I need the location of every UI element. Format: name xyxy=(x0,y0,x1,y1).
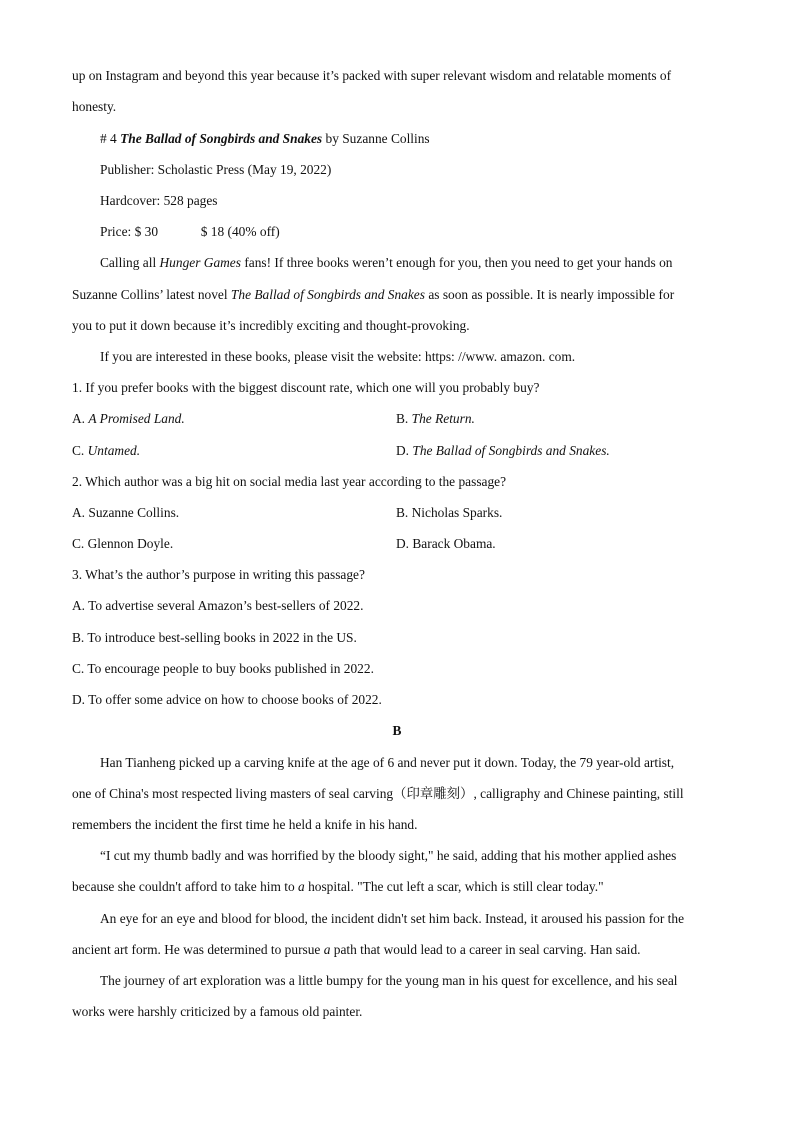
book4-price-sale: $ 18 (40% off) xyxy=(200,224,280,239)
passage-a-line: up on Instagram and beyond this year because it’s packed with super relevant wisdom and relatable moments of xyxy=(72,68,672,83)
option-letter: A. xyxy=(72,505,89,520)
line-text: ancient art form. He was determined to pursue xyxy=(72,942,324,957)
passage-b-line xyxy=(72,879,604,895)
option-letter: C. xyxy=(72,443,88,458)
passage-b-line xyxy=(72,942,641,958)
option-text: Glennon Doyle. xyxy=(87,536,174,551)
book4-author: by Suzanne Collins xyxy=(325,131,430,146)
book4-price-label: Price: $ 30 xyxy=(100,224,159,239)
option-a xyxy=(72,411,185,427)
passage-b-line: Han Tianheng picked up a carving knife at the age of 6 and never put it down. Today, the 79 year-old artist, xyxy=(100,755,675,770)
book4-desc-line: you to put it down because it’s incredibly exciting and thought-provoking. xyxy=(72,318,470,333)
section-heading: B xyxy=(392,723,402,738)
question-stem: 3. What’s the author’s purpose in writing this passage? xyxy=(72,567,365,582)
desc-text: Calling all xyxy=(100,255,160,270)
option-a: A. To advertise several Amazon’s best-sellers of 2022. xyxy=(72,598,364,613)
line-text: path that would lead to a career in seal carving. Han said. xyxy=(330,942,641,957)
website-note: If you are interested in these books, please visit the website: https: //www. amazon. com. xyxy=(100,349,576,364)
passage-b-line: remembers the incident the first time he held a knife in his hand. xyxy=(72,817,418,832)
book4-publisher: Publisher: Scholastic Press (May 19, 2022) xyxy=(100,162,332,177)
option-text: Nicholas Sparks. xyxy=(411,505,503,520)
book4-heading xyxy=(100,131,430,147)
line-text: hospital. "The cut left a scar, which is still clear today." xyxy=(304,879,604,894)
option-b xyxy=(396,411,475,427)
passage-b-line: An eye for an eye and blood for blood, the incident didn't set him back. Instead, it aroused his passion for the xyxy=(100,911,685,926)
book4-desc-line xyxy=(72,287,674,303)
option-b: B. To introduce best-selling books in 2022 in the US. xyxy=(72,630,357,645)
option-letter: A. xyxy=(72,411,89,426)
book4-title: The Ballad of Songbirds and Snakes xyxy=(120,131,323,146)
option-c xyxy=(72,443,140,459)
option-letter: C. xyxy=(72,536,88,551)
option-text: Untamed. xyxy=(87,443,141,458)
option-letter: D. xyxy=(396,536,413,551)
option-text: The Return. xyxy=(411,411,475,426)
option-letter: B. xyxy=(396,411,412,426)
desc-text: Suzanne Collins’ latest novel xyxy=(72,287,231,302)
option-text: The Ballad of Songbirds and Snakes. xyxy=(412,443,610,458)
book4-desc-line xyxy=(100,255,672,271)
desc-text: as soon as possible. It is nearly impossible for xyxy=(424,287,675,302)
option-d xyxy=(396,536,496,552)
question-stem: 2. Which author was a big hit on social media last year according to the passage? xyxy=(72,474,507,489)
option-letter: D. xyxy=(396,443,413,458)
option-text: A Promised Land. xyxy=(88,411,185,426)
passage-b-line: one of China's most respected living masters of seal carving（印章雕刻）, calligraphy and Chinese painting, still xyxy=(72,786,684,801)
option-letter: B. xyxy=(396,505,412,520)
option-b xyxy=(396,505,502,521)
line-italic: a xyxy=(323,942,331,957)
line-italic: a xyxy=(298,879,305,894)
question-stem: 1. If you prefer books with the biggest discount rate, which one will you probably buy? xyxy=(72,380,540,395)
option-d: D. To offer some advice on how to choose books of 2022. xyxy=(72,692,382,707)
option-text: Barack Obama. xyxy=(412,536,496,551)
desc-text: fans! If three books weren’t enough for you, then you need to get your hands on xyxy=(240,255,673,270)
option-a xyxy=(72,505,179,521)
option-c xyxy=(72,536,173,552)
book4-price xyxy=(100,224,280,240)
option-text: Suzanne Collins. xyxy=(88,505,180,520)
desc-italic: Hunger Games xyxy=(159,255,241,270)
passage-b-line: works were harshly criticized by a famous old painter. xyxy=(72,1004,363,1019)
book4-hardcover: Hardcover: 528 pages xyxy=(100,193,218,208)
passage-a-line: honesty. xyxy=(72,99,117,114)
option-d xyxy=(396,443,610,459)
desc-italic: The Ballad of Songbirds and Snakes xyxy=(230,287,425,302)
line-text: because she couldn't afford to take him to xyxy=(72,879,299,894)
passage-b-line: The journey of art exploration was a little bumpy for the young man in his quest for excellence, and his seal xyxy=(100,973,678,988)
option-c: C. To encourage people to buy books published in 2022. xyxy=(72,661,374,676)
passage-b-line: “I cut my thumb badly and was horrified by the bloody sight," he said, adding that his mother applied ashes xyxy=(100,848,677,863)
book4-rank: # 4 xyxy=(100,131,117,146)
